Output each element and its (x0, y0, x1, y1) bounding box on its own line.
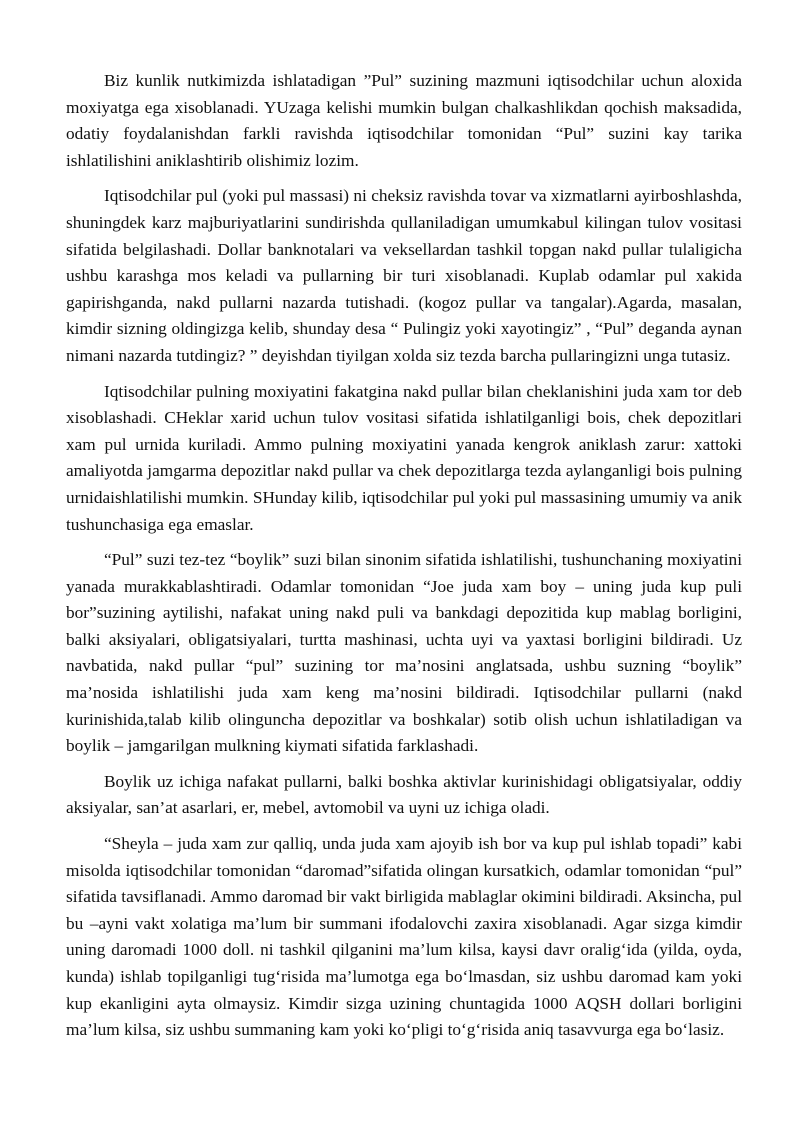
paragraph-4: “Pul” suzi tez-tez “boylik” suzi bilan sinonim sifatida ishlatilishi, tushunchaning moxiyatini yanada murakkablashtiradi. Odamlar tomonidan “Joe juda xam boy – uning juda kup puli bor”suzining aytilishi, nafakat uning nakd puli va bankdagi depozitida kup mablag borligini, balki aksiyalari, obligatsiyalari, turtta mashinasi, uchta uyi va yaxtasi borligini bildiradi. Uz navbatida, nakd pullar “pul” suzining tor ma’nosini anglatsada, ushbu suzning “boylik” ma’nosida ishlatilishi juda xam keng ma’nosini bildiradi. Iqtisodchilar pullarni (nakd kurinishida,talab kilib olinguncha depozitlar va boshkalar) sotib olish uchun ishlatiladigan va boylik – jamgarilgan mulkning kiymati sifatida farklashadi. (66, 550, 742, 756)
paragraph-3: Iqtisodchilar pulning moxiyatini fakatgina nakd pullar bilan cheklanishini juda xam tor deb xisoblashadi. CHeklar xarid uchun tulov vositasi sifatida ishlatilganligi bois, chek depozitlari xam pul urnida kuriladi. Ammo pulning moxiyatini yanada kengrok aniklash zarur: xattoki amaliyotda jamgarma depozitlar nakd pullar va chek depozitlarga tezda aylanganligi bois pulning urnidaishlatilishi mumkin. SHunday kilib, iqtisodchilar pul yoki pul massasining umumiy va anik tushunchasiga ega emaslar. (66, 381, 742, 534)
document-page (66, 68, 742, 1053)
paragraph-6: “Sheyla – juda xam zur qalliq, unda juda xam ajoyib ish bor va kup pul ishlab topadi” kabi misolda iqtisodchilar tomonidan “daromad”sifatida olingan kursatkich, odamlar tomonidan “pul” sifatida tavsiflanadi. Ammo daromad bir vakt birligida mablaglar okimini bildiradi. Aksincha, pul bu –ayni vakt xolatiga ma’lum bir summani ifodalovchi zaxira xisoblanadi. Agar sizga kimdir uning daromadi 1000 doll. ni tashkil qilganini ma’lum kilsa, kaysi davr oralig‘ida (yilda, oyda, kunda) ishlab topilganligi tug‘risida ma’lumotga ega bo‘lmasdan, siz ushbu daromad kam yoki kup ekanligini ayta olmaysiz. Kimdir sizga uzining chuntagida 1000 AQSH dollari borligini ma’lum kilsa, siz ushbu summaning kam yoki ko‘pligi to‘g‘risida aniq tasavvurga ega bo‘lasiz. (66, 834, 742, 1040)
paragraph-2: Iqtisodchilar pul (yoki pul massasi) ni cheksiz ravishda tovar va xizmatlarni ayirboshlashda, shuningdek karz majburiyatlarini sundirishda qullaniladigan umumkabul kilingan tulov vositasi sifatida belgilashadi. Dollar banknotalari va veksellardan tashkil topgan nakd pullar tulaligicha ushbu karashga mos keladi va pullarning bir turi xisoblanadi. Kuplab odamlar pul xakida gapirishganda, nakd pullarni nazarda tutishadi. (kogoz pullar va tangalar).Agarda, masalan, kimdir sizning oldingizga kelib, shunday desa “ Pulingiz yoki xayotingiz” , “Pul” deganda aynan nimani nazarda tutdingiz? ” deyishdan tiyilgan xolda siz tezda barcha pullaringizni unga tutasiz. (66, 186, 742, 365)
paragraph-5: Boylik uz ichiga nafakat pullarni, balki boshka aktivlar kurinishidagi obligatsiyalar, oddiy aksiyalar, san’at asarlari, er, mebel, avtomobil va uyni uz ichiga oladi. (66, 771, 742, 818)
paragraph-1: Biz kunlik nutkimizda ishlatadigan ”Pul” suzining mazmuni iqtisodchilar uchun aloxida moxiyatga ega xisoblanadi. YUzaga kelishi mumkin bulgan chalkashlikdan qochish maksadida, odatiy foydalanishdan farkli ravishda iqtisodchilar tomonidan “Pul” suzini kay tarika ishlatilishini aniklashtirib olishimiz lozim. (66, 71, 742, 170)
